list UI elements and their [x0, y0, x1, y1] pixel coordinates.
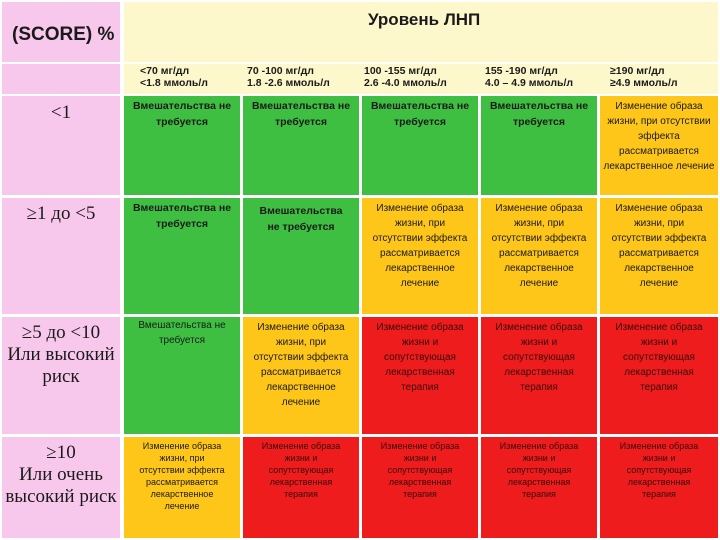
- cell-text: Изменение образа жизни и сопутствующая лекарственная терапия: [376, 322, 464, 393]
- cell-text: Изменение образа жизни и сопутствующая лекарственная терапия: [380, 441, 460, 499]
- cell-text: Вмешательства не требуется: [132, 202, 232, 230]
- table-cell: [124, 198, 240, 314]
- cell-text: Изменение образа жизни, при отсутствии эффекта рассматривается лекарственное лечение: [611, 203, 707, 289]
- table-cell: [124, 437, 240, 538]
- cell-text: Изменение образа жизни, при отсутствии эффекта рассматривается лекарственное лечение: [372, 203, 468, 289]
- cell-text: Вмешательства не требуется: [251, 100, 351, 128]
- cell-text: Изменение образа жизни, при отсутствии эффекта рассматривается лекарственное лечение: [139, 441, 225, 511]
- row-header-3: ≥5 до <10 Или высокий риск: [2, 317, 120, 434]
- table-cell: [481, 317, 597, 434]
- cell-text: Изменение образа жизни, при отсутствии эффекта рассматривается лекарственное лечение: [603, 101, 715, 172]
- column-header-2: 70 -100 мг/дл 1.8 -2.6 ммоль/л: [247, 65, 330, 89]
- cell-text: Вмешательства не требуется: [489, 100, 589, 128]
- column-header-3: 100 -155 мг/дл 2.6 -4.0 ммоль/л: [364, 65, 447, 89]
- table-cell: [600, 96, 718, 195]
- cell-text: Изменение образа жизни и сопутствующая лекарственная терапия: [495, 322, 583, 393]
- score-header-cell: [2, 2, 120, 62]
- cell-text: Вмешательства не требуется: [132, 100, 232, 128]
- cell-text: Изменение образа жизни и сопутствующая лекарственная терапия: [261, 441, 341, 499]
- column-header-4: 155 -190 мг/дл 4.0 – 4.9 ммоль/л: [485, 65, 574, 89]
- cell-text: Изменение образа жизни и сопутствующая лекарственная терапия: [499, 441, 579, 499]
- cell-text: Вмешательства не требуется: [138, 320, 226, 346]
- table-cell: [362, 437, 478, 538]
- row-header-1: <1: [2, 96, 120, 195]
- row-header-2: ≥1 до <5: [2, 198, 120, 314]
- table-cell: [600, 437, 718, 538]
- table-cell: [481, 96, 597, 195]
- table-cell: [243, 317, 359, 434]
- table-cell: [481, 198, 597, 314]
- table-cell: [243, 96, 359, 195]
- column-header-5: ≥190 мг/дл ≥4.9 ммоль/л: [610, 65, 678, 89]
- score-header: (SCORE) %: [12, 24, 115, 45]
- table-cell: [600, 198, 718, 314]
- column-header-1: <70 мг/дл <1.8 ммоль/л: [140, 65, 208, 89]
- subheader-left-cell: [2, 64, 120, 94]
- cell-text: Вмешательства не требуется: [259, 205, 343, 233]
- ldl-header: Уровень ЛНП: [368, 10, 481, 29]
- table-cell: [124, 96, 240, 195]
- cell-text: Вмешательства не требуется: [370, 100, 470, 128]
- table-cell: [362, 317, 478, 434]
- table-cell: [600, 317, 718, 434]
- table-cell: [362, 198, 478, 314]
- ldl-header-cell: [124, 2, 718, 62]
- table-cell: [362, 96, 478, 195]
- table-cell: [243, 198, 359, 314]
- cell-text: Изменение образа жизни, при отсутствии эффекта рассматривается лекарственное лечение: [253, 322, 349, 408]
- table-cell: [481, 437, 597, 538]
- cell-text: Изменение образа жизни и сопутствующая лекарственная терапия: [615, 322, 703, 393]
- cell-text: Изменение образа жизни и сопутствующая лекарственная терапия: [619, 441, 699, 499]
- row-header-4: ≥10 Или очень высокий риск: [2, 437, 120, 538]
- cell-text: Изменение образа жизни, при отсутствии эффекта рассматривается лекарственное лечение: [491, 203, 587, 289]
- table-cell: [124, 317, 240, 434]
- table-cell: [243, 437, 359, 538]
